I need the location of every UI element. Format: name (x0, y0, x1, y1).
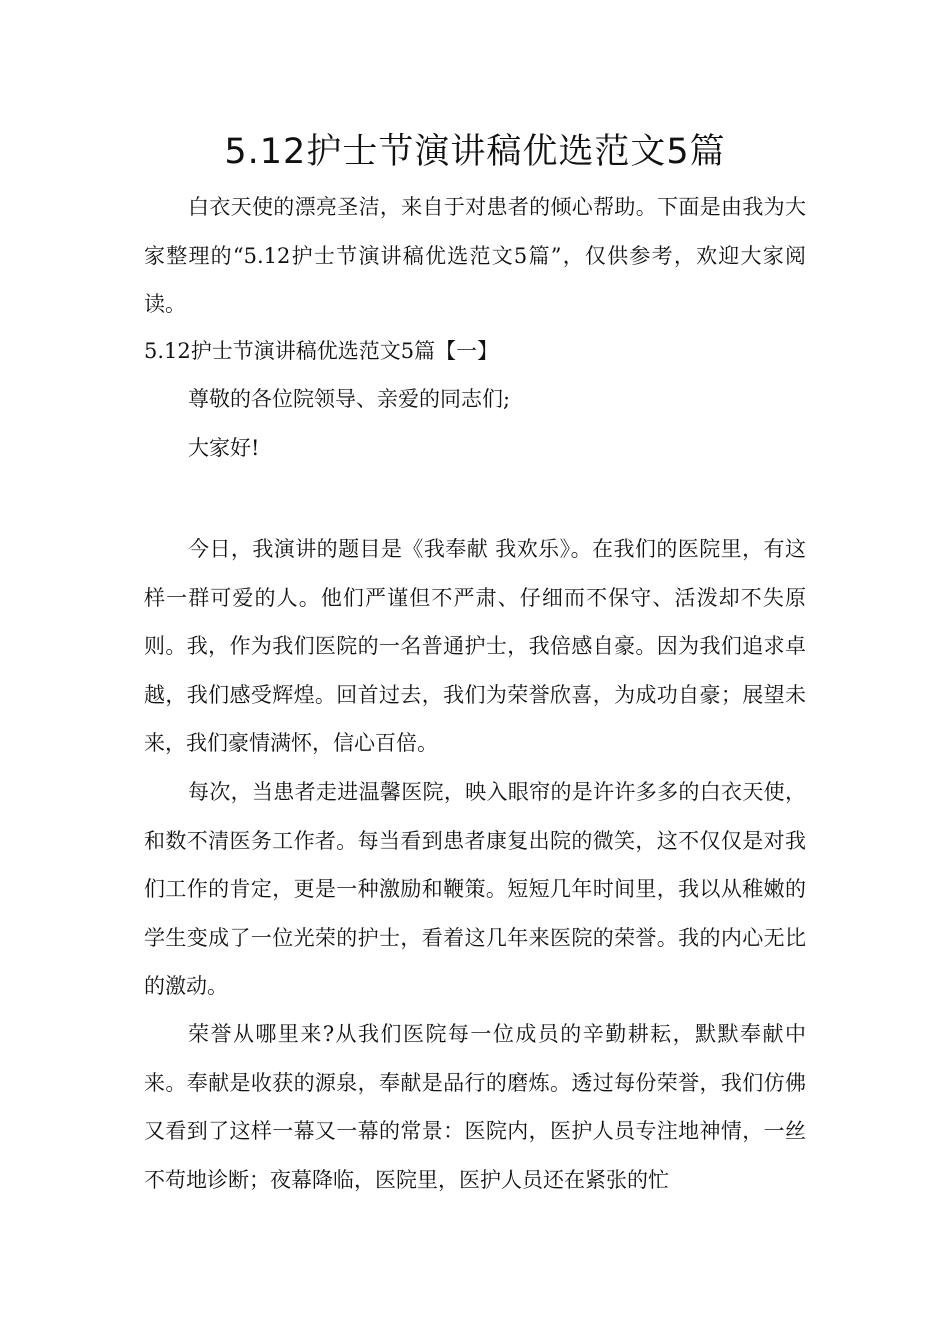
body-paragraph-2: 每次，当患者走进温馨医院，映入眼帘的是许许多多的白衣天使，和数不清医务工作者。每当看到患者康复出院的微笑，这不仅仅是对我们工作的肯定，更是一种激励和鞭策。短短几年时间里，我以从稚嫩的学生变成了一位光荣的护士，看着这几年来医院的荣誉。我的内心无比的激动。 (144, 780, 806, 998)
greeting: 大家好! (188, 436, 260, 460)
intro-paragraph: 白衣天使的漂亮圣洁，来自于对患者的倾心帮助。下面是由我为大家整理的“5.12护士节演讲稿优选范文5篇”，仅供参考，欢迎大家阅读。 (144, 195, 806, 316)
section-heading: 5.12护士节演讲稿优选范文5篇【一】 (144, 339, 499, 363)
body-paragraph-3: 荣誉从哪里来?从我们医院每一位成员的辛勤耕耘，默默奉献中来。奉献是收获的源泉，奉献是品行的磨炼。透过每份荣誉，我们仿佛又看到了这样一幕又一幕的常景：医院内，医护人员专注地神情，一丝不苟地诊断；夜幕降临，医院里，医护人员还在紧张的忙 (144, 1022, 806, 1192)
body-paragraph-1: 今日，我演讲的题目是《我奉献 我欢乐》。在我们的医院里，有这样一群可爱的人。他们严谨但不严肃、仔细而不保守、活泼却不失原则。我，作为我们医院的一名普通护士，我倍感自豪。因为我们追求卓越，我们感受辉煌。回首过去，我们为荣誉欣喜，为成功自豪；展望未来，我们豪情满怀，信心百倍。 (144, 537, 806, 755)
document-title: 5.12护士节演讲稿优选范文5篇 (224, 132, 726, 172)
salutation: 尊敬的各位院领导、亲爱的同志们; (188, 387, 511, 411)
